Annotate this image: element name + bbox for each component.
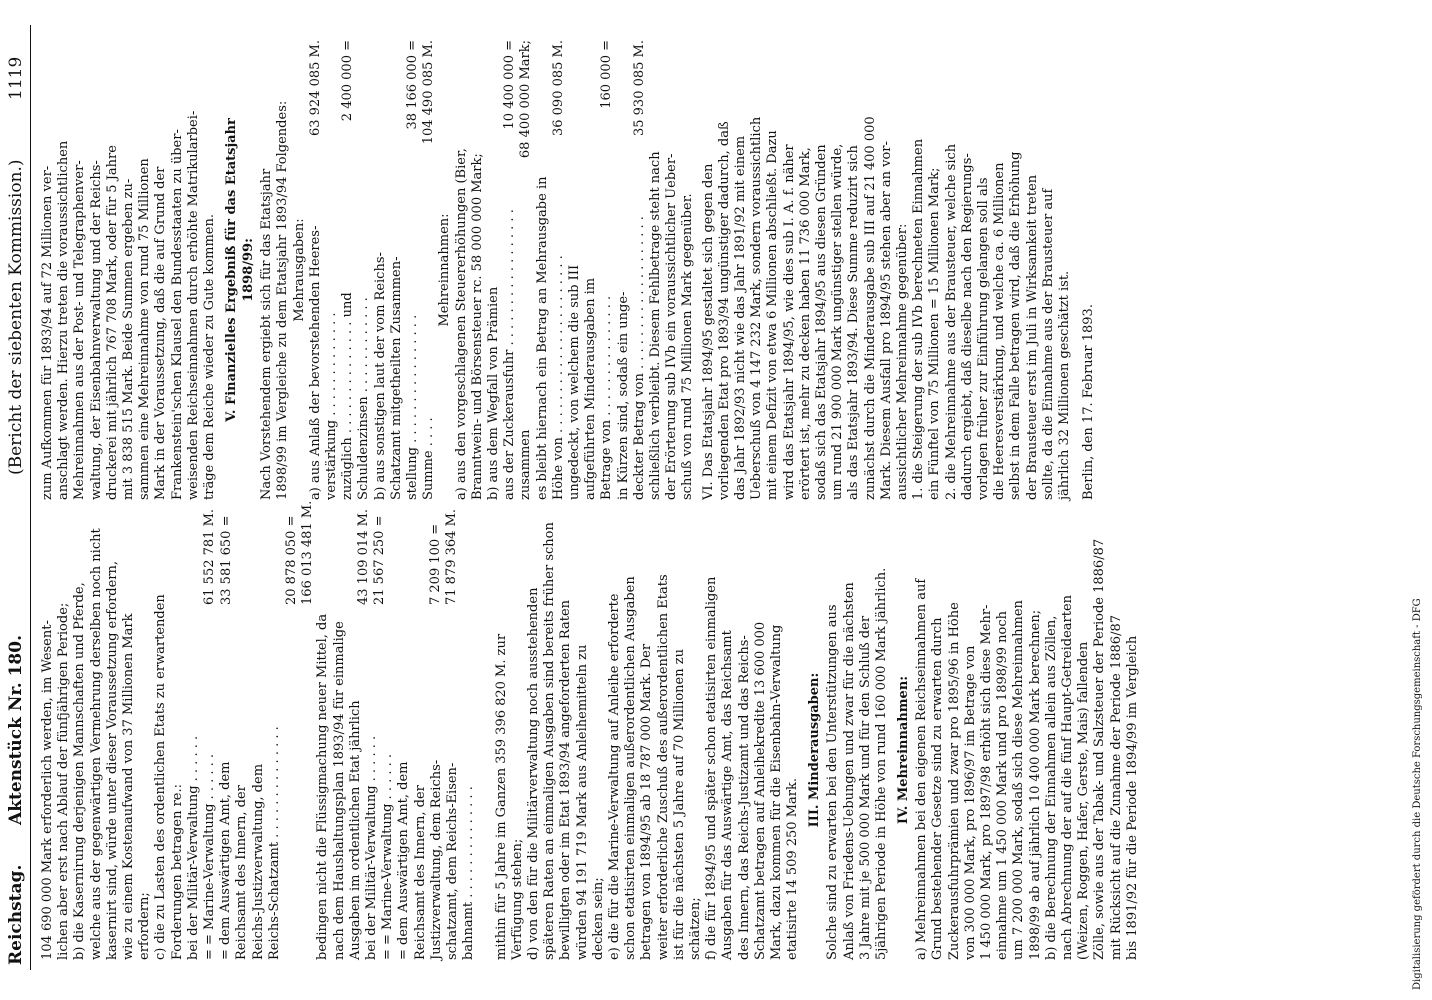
sec5-line: b) aus dem Wegfall von Prämien [486, 286, 501, 500]
col2-line: Frankenstein'schen Klausel den Bundesstaaten zu über- [169, 129, 185, 500]
header-title: (Bericht der siebenten Kommission.) [6, 159, 26, 475]
header-mid: Aktenstück Nr. 180. [6, 634, 26, 825]
col1-amount: 33 581 650 = [219, 515, 234, 605]
sec5-line: es bleibt hiernach ein Betrag an Mehrausgabe in [534, 176, 550, 500]
col1-line: späteren Raten an einmaligen Ausgaben sind bereits früher schon [542, 522, 558, 960]
sec6-line: aussichtlicher Mehreinnahme gegenüber: [895, 223, 910, 500]
col2-line: waltung, der Eisenbahnverwaltung und der Reichs- [88, 160, 104, 500]
col1-line: c) die zu Lasten des ordentlichen Etats zu erwartenden [153, 594, 169, 960]
col1-line: Reichs-Justizverwaltung, dem [250, 763, 266, 960]
sec6-line: erörtert ist, mehr zu decken haben 11 736 000 Mark, [797, 147, 813, 500]
col1-line: = = Marine-Verwaltung . . . . . . [202, 753, 217, 960]
col1-line: decken sein; [590, 877, 606, 960]
sec6-line: vorlagen früher zur Einführung gelangen soll als [976, 177, 991, 500]
col1-amount: 61 552 781 M. [202, 508, 217, 605]
sec5-line: Summe . . . . [421, 417, 437, 500]
sec4-heading: IV. Mehreinnahmen: [896, 675, 912, 825]
sec5-line: stellung . . . . . . . . . . . . . . . . [405, 314, 420, 500]
col2-line: träge dem Reiche wieder zu Gute kommen. [202, 214, 217, 500]
sec5-line: b) aus sonstigen laut der vom Reichs- [372, 252, 388, 500]
sec5-tail: schuß von rund 75 Millionen Mark gegenüber. [680, 193, 696, 500]
col2-line: Mehreinnahmen aus der Post- und Telegraphenver- [72, 160, 88, 500]
col1-line: bahnamt . . . . . . . . . . . . . . [461, 786, 477, 960]
sec6-line: der Brausteuer erst im Juli in Wirksamkeit treten [1024, 174, 1040, 500]
col1-line: bewilligten oder im Etat 1893/94 angeforderten Raten [558, 599, 574, 960]
sec5-line: Schuldenzinsen . . . . . . . . . . . . [356, 297, 372, 500]
sec5-amount: 160 000 = [599, 40, 615, 109]
col1-line: nach dem Haushaltungsplan 1893/94 für einmalige [331, 621, 347, 960]
sec6-line: ein Fünftel von 75 Millionen = 15 Millionen Mark; [927, 167, 943, 500]
sec6-line: wird das Etatsjahr 1894/95, wie dies sub I. A. f. näher [781, 144, 797, 500]
sec4-line: Zuckerausfuhrprämien und zwar pro 1895/96 in Höhe [946, 602, 962, 960]
col1-line: des Innern, das Reichs-Justizamt und das Reichs- [736, 635, 752, 960]
sec4-line: einnahme um 1 450 000 Mark und pro 1898/99 noch [995, 611, 1011, 960]
sec5-tail: schließlich verbleibt. Diesem Fehlbetrage steht nach [648, 151, 663, 500]
sec6-line: sollte, da die Einnahme aus der Brausteuer auf [1040, 188, 1056, 500]
signature: Berlin, den 17. Februar 1893. [1081, 304, 1097, 500]
sec6-line: zunächst durch die Minderausgabe sub III auf 21 400 000 [862, 116, 878, 500]
sec3-line: 5jährigen Periode in Höhe von rund 160 000 Mark jährlich. [874, 567, 889, 960]
sec5-line: Schatzamt mitgetheilten Zusammen- [388, 256, 404, 500]
sec4-line: Grund bestehender Gesetze sind zu erwarten durch [930, 617, 946, 960]
sec4-line: a) Mehreinnahmen bei den eigenen Reichseinnahmen auf [914, 578, 930, 960]
col1-amount: 71 879 364 M. [444, 508, 459, 605]
sec5-line: ungedeckt, von welchem die sub III [567, 264, 582, 500]
col2-line: weisenden Reichseinnahmen durch erhöhte Matrikularbei- [185, 110, 201, 500]
col1-line: 104 690 000 Mark erforderlich werden, im Wesent- [40, 620, 55, 960]
col1-line: weiter erforderliche Zuschuß des außerordentlichen Etats [655, 574, 671, 960]
col1-line: Schatzamt betragen auf Anleihekredite 13 600 000 [752, 621, 768, 960]
sec5-amount: 63 924 085 M. [307, 40, 323, 137]
page-number: 1119 [6, 56, 26, 100]
sec6-line: 2. die Mehreinnahme aus der Brausteuer, welche sich [943, 143, 959, 500]
sec6-line: Ueberschuß von 4 147 232 Mark, sondern voraussichtlich [749, 116, 765, 500]
col1-line [477, 540, 493, 960]
col1-line: bei der Militär-Verwaltung . . . . . . [185, 735, 201, 960]
sec4-line: 1898/99 ab auf jährlich 10 400 000 Mark berechnen; [1027, 609, 1043, 960]
col1-line: = dem Auswärtigen Amt, dem [218, 761, 234, 960]
sec3-line: Solche sind zu erwarten bei den Unterstützungen aus [825, 604, 841, 960]
sec3-line: 3 Jahre mit je 500 000 Mark und für den Schluß der [857, 615, 873, 960]
col1-line: Forderungen betragen re.: [169, 784, 185, 960]
sec4-line: 1 450 000 Mark, pro 1897/98 erhöht sich diese Mehr- [979, 604, 994, 960]
col1-line: = dem Auswärtigen Amt, dem [396, 761, 412, 960]
sec5-amount: 38 166 000 = [405, 40, 420, 130]
sec6-line: sodaß sich das Etatsjahr 1894/95 aus diesen Gründen [814, 144, 829, 500]
col1-line: Reichsamt des Innern, der [234, 785, 250, 960]
sec5-amount: 2 400 000 = [340, 40, 356, 122]
sec5-intro: 1898/99 im Vergleiche zu dem Etatsjahr 1893/94 Folgendes: [275, 100, 291, 500]
sec6-line: vorliegenden Etat pro 1893/94 ungünstiger dadurch, daß [716, 121, 732, 500]
col1-line: schon etatisirten einmaligen außerordentlichen Ausgaben [623, 576, 639, 960]
sec5-tail: der Erörterung sub IVb ein voraussichtlicher Ueber- [664, 153, 680, 500]
sec5-line: zuzüglich . . . . . . . . . . . . . . und [340, 292, 356, 500]
sec5-line: zusammen [518, 429, 534, 500]
col2-line: druckerei mit jährlich 767 708 Mark, oder für 5 Jahre [104, 145, 120, 500]
header-left: Reichstag. [6, 864, 26, 965]
sec5-heading: V. Finanzielles Ergebniß für das Etatsjahr [224, 118, 240, 422]
col1-line: lichen aber erst nach Ablauf der fünfjährigen Periode; [56, 602, 72, 960]
sec5-amount: 68 400 000 Mark; [518, 40, 534, 159]
col2-line: zum Aufkommen für 1893/94 auf 72 Millionen ver- [40, 165, 55, 500]
col1-line: Reichsamt des Innern, der [412, 785, 428, 960]
sec5-line: aus der Zuckerausfuhr . . . . . . . . . . . . . . . . . [502, 209, 518, 500]
sec5-amount: 35 930 085 M. [631, 40, 647, 137]
col1-line: Justizverwaltung, dem Reichs- [428, 759, 444, 960]
col1-line: erfordern; [137, 892, 153, 960]
col2-line: sammen eine Mehreinnahme von rund 75 Millionen [137, 158, 153, 500]
sec4-line: bis 1891/92 für die Periode 1894/99 im Vergleich [1124, 635, 1140, 960]
col2-line: mit 3 838 515 Mark. Beide Summen ergeben zu- [121, 178, 136, 500]
col1-amount: 43 109 014 M. [356, 508, 371, 605]
sec5-heading2: 1898/99: [241, 238, 257, 302]
col1-line: betragen von 1894/95 ab 18 787 000 Mark. Der [639, 643, 655, 960]
col1-line: ist für die nächsten 5 Jahre auf 70 Millionen zu [671, 649, 687, 960]
sec6-line: Mark. Diesem Ausfall pro 1894/95 stehen aber an vor- [878, 141, 894, 500]
sec5-line: aufgeführten Minderausgaben im [583, 277, 599, 500]
col1-line: Reichs-Schatzamt . . . . . . . . . . . . . . [266, 726, 282, 960]
sec6-line: das Jahr 1892/93 nicht wie das Jahr 1891/92 mit einem [733, 135, 748, 500]
sec5-line: a) aus Anlaß der bevorstehenden Heeres- [307, 225, 323, 500]
col1-line: Ausgaben für das Auswärtige Amt, das Reichsamt [720, 630, 736, 960]
col1-line: wie zu einem Kostenaufwand von 37 Millionen Mark [121, 613, 136, 960]
col1-amount: 20 878 050 = [284, 515, 299, 605]
sec5-line: in Kürzen sind, sodaß ein unge- [615, 291, 631, 500]
col1-line: d) von den für die Militärverwaltung noch ausstehenden [526, 587, 541, 960]
sec5-line: Betrage von . . . . . . . . . . . . . . . [599, 295, 615, 500]
col1-line: Verfügung stehen; [509, 838, 525, 960]
sec5-intro: Nach Vorstehendem ergiebt sich für das Etatsjahr [259, 168, 275, 500]
col1-line: schätzen; [688, 897, 703, 960]
sec5-subheading: Mehrausgaben: [291, 218, 307, 322]
sec6-line: jährlich 32 Millionen geschätzt ist. [1057, 270, 1072, 500]
sec6-line: mit einem Defizit von etwa 6 Millionen abschließt. Dazu [765, 130, 781, 500]
sec5-line: verstärkung . . . . . . . . . . . . . [324, 312, 339, 500]
sec5-line: Höhe von . . . . . . . . . . . . . . . . . . . . . . [550, 255, 566, 500]
col1-line: etatisirte 14 509 250 Mark. [785, 778, 801, 960]
col1-line: Ausgaben im ordentlichen Etat jährlich [347, 700, 363, 960]
sec5-line: Branntwein- und Börsensteuer rc. 58 000 000 Mark; [469, 153, 485, 500]
col1-line: bei der Militär-Verwaltung . . . . . . [364, 735, 379, 960]
col1-line: würden 94 191 719 Mark aus Anleihemitteln zu [574, 644, 590, 960]
sec4-line: um 7 200 000 Mark, sodaß sich diese Mehreinnahmen [1011, 600, 1027, 960]
col1-line: e) die für die Marine-Verwaltung auf Anleihe erforderte [607, 593, 622, 960]
sec6-line: als das Etatsjahr 1893/94. Diese Summe reduzirt sich [846, 145, 862, 500]
sec4-line: nach Abrechnung der auf die fünf Haupt-Getreidearten [1060, 594, 1075, 960]
sec6-line: um rund 21 900 000 Mark ungünstiger stellen würde, [830, 143, 846, 500]
header-rule [30, 25, 31, 970]
col1-line: mithin für 5 Jahre im Ganzen 359 396 820 M. zur [493, 633, 509, 960]
col1-line: bedingen nicht die Flüssigmachung neuer Mittel, da [315, 613, 331, 960]
col2-line: anschlagt werden. Hierzu treten die voraussichtlichen [56, 140, 72, 500]
col1-line: = = Marine-Verwaltung . . . . . . [380, 753, 396, 960]
sec3-heading: III. Minderausgaben: [807, 672, 823, 828]
sec6-line: dadurch ergiebt, daß dieselbe nach den Regierungs- [959, 153, 975, 500]
margin-note: Digitalisierung gefördert durch die Deutsche Forschungsgemeinschaft - DFG [1412, 598, 1423, 990]
sec4-line: b) die Berechnung der Einnahmen allein aus Zöllen, [1043, 615, 1059, 960]
sec5-amount: 10 400 000 = [502, 40, 518, 130]
sec5-line: deckter Betrag von . . . . . . . . . . . . . . . . . . . [631, 216, 647, 500]
col1-line: f) die für 1894/95 und später schon etatisirten einmaligen [704, 576, 720, 960]
col1-amount: 7 209 100 = [428, 523, 443, 605]
col1-line: Mark, dazu kommen für die Eisenbahn-Verwaltung [769, 624, 784, 960]
sec6-line: VI. Das Etatsjahr 1894/95 gestaltet sich gegen den [700, 163, 716, 500]
sec5-subheading: Mehreinnahmen: [437, 213, 453, 327]
col1-amount: 21 567 250 = [372, 515, 387, 605]
col1-amount: 166 013 481 M. [300, 500, 315, 605]
col1-line: schatzamt, dem Reichs-Eisen- [445, 762, 460, 960]
sec6-line: 1. die Steigerung der sub IVb berechneten Einnahmen [911, 138, 927, 500]
col1-line: welche aus der gegenwärtigen Vermehrung derselben noch nicht [88, 528, 104, 960]
col1-line: kasernirt sind, würde unter dieser Voraussetzung erfordern, [104, 560, 120, 960]
sec5-line: a) aus den vorgeschlagenen Steuererhöhungen (Bier, [453, 148, 469, 500]
sec3-line: Anlaß von Friedens-Uebungen und zwar für die nächsten [841, 582, 857, 960]
sec4-line: mit Rücksicht auf die Zunahme der Periode 1886/87 [1108, 615, 1124, 960]
col2-line: Mark in der Voraussetzung, daß die auf Grund der [153, 166, 169, 500]
sec4-line: von 300 000 Mark, pro 1896/97 im Betrage von [962, 645, 978, 960]
col1-line: b) die Kasernirung derjenigen Mannschaften und Pferde, [72, 582, 88, 960]
sec6-line: selbst in dem Falle betragen wird, daß die Erhöhung [1008, 151, 1024, 500]
sec6-line: die Heeresverstärkung, und welche ca. 6 Millionen [992, 162, 1008, 500]
sec5-amount: 36 090 085 M. [550, 40, 566, 137]
sec4-line: (Weizen, Roggen, Hafer, Gerste, Mais) fallenden [1076, 641, 1092, 960]
sec5-amount: 104 490 085 M. [421, 40, 437, 145]
sec4-line: Zölle, sowie aus der Tabak- und Salzsteuer der Periode 1886/87 [1092, 538, 1108, 960]
